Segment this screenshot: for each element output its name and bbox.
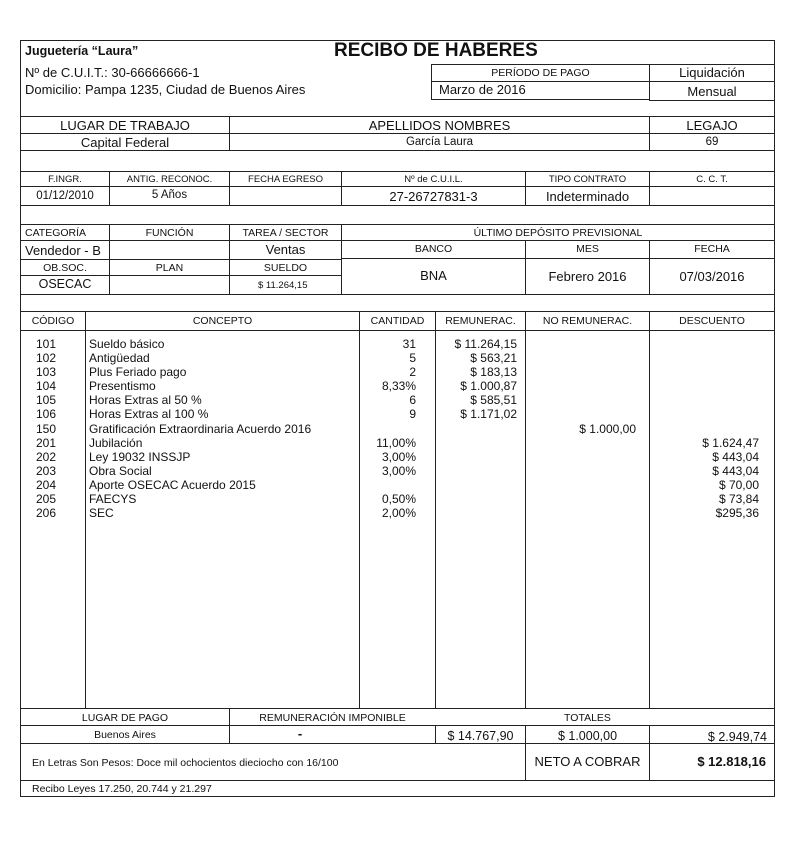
legal-note: Recibo Leyes 17.250, 20.744 y 21.297 (32, 783, 212, 795)
document-title: RECIBO DE HABERES (334, 40, 538, 61)
total-descuento: $ 2.949,74 (707, 730, 767, 744)
item-concepto: SEC (89, 506, 114, 521)
item-concepto: Aporte OSECAC Acuerdo 2015 (89, 477, 256, 492)
item-concepto: Horas Extras al 50 % (89, 393, 202, 408)
banco-value: BNA (420, 268, 447, 283)
item-cantidad: 2,00% (381, 506, 416, 521)
descuento-column (650, 337, 759, 520)
totales-label: TOTALES (564, 712, 611, 724)
item-remunerac (436, 436, 517, 450)
liquidacion-label: Liquidación (679, 65, 745, 80)
item-cantidad: 0,50% (381, 492, 416, 507)
item-codigo: 203 (36, 463, 57, 478)
item-descuento (650, 337, 759, 351)
item-descuento: $ 73,84 (718, 492, 759, 507)
cuil-label: Nº de C.U.I.L. (404, 174, 463, 185)
item-no-remunerac (526, 450, 636, 464)
total-remunerac: $ 14.767,90 (447, 729, 514, 743)
item-no-remunerac (526, 337, 636, 351)
item-descuento (650, 422, 759, 436)
item-concepto: Obra Social (89, 463, 152, 478)
company-cuit: Nº de C.U.I.T.: 30-66666666-1 (25, 65, 200, 80)
tarea-label: TAREA / SECTOR (242, 227, 329, 239)
item-no-remunerac (526, 492, 636, 506)
item-descuento: $295,36 (715, 506, 759, 521)
item-codigo: 150 (36, 421, 57, 436)
remunerac-column (436, 337, 517, 520)
item-cantidad: 6 (409, 393, 416, 408)
total-no-remunerac: $ 1.000,00 (557, 729, 618, 743)
antig-label: ANTIG. RECONOC. (126, 174, 213, 185)
imponible-value: - (297, 726, 303, 741)
item-descuento (650, 379, 759, 393)
item-no-remunerac: $ 1.000,00 (579, 421, 636, 436)
item-cantidad: 3,00% (381, 449, 416, 464)
col-header-concepto: CONCEPTO (192, 315, 253, 327)
item-no-remunerac (526, 436, 636, 450)
item-codigo: 102 (36, 351, 57, 366)
item-cantidad: 3,00% (381, 463, 416, 478)
item-concepto: Plus Feriado pago (89, 365, 187, 380)
item-codigo: 204 (36, 477, 57, 492)
item-remunerac (436, 492, 517, 506)
item-no-remunerac (526, 365, 636, 379)
item-concepto: Sueldo básico (89, 337, 165, 351)
mes-value: Febrero 2016 (548, 269, 627, 284)
item-remunerac: $ 585,51 (470, 393, 517, 408)
fecha-label: FECHA (694, 243, 730, 255)
workplace-label: LUGAR DE TRABAJO (60, 118, 190, 133)
col-header-codigo: CÓDIGO (31, 315, 75, 327)
item-descuento: $ 443,04 (712, 463, 759, 478)
item-remunerac (436, 450, 517, 464)
lugar-pago-label: LUGAR DE PAGO (81, 712, 169, 724)
item-cantidad: 5 (409, 351, 416, 366)
item-codigo: 206 (36, 506, 57, 521)
legajo-value: 69 (705, 136, 719, 148)
employee-name: García Laura (405, 136, 474, 148)
plan-label: PLAN (155, 262, 184, 274)
item-remunerac: $ 1.000,87 (460, 379, 517, 394)
legajo-label: LEGAJO (686, 118, 738, 133)
categoria-label: CATEGORÍA (25, 227, 87, 239)
item-descuento (650, 407, 759, 421)
item-no-remunerac (526, 506, 636, 520)
item-cantidad: 31 (402, 337, 416, 351)
item-cantidad (360, 422, 416, 436)
period-value: Marzo de 2016 (439, 82, 526, 97)
item-remunerac: $ 563,21 (470, 351, 517, 366)
item-concepto: Antigüedad (89, 351, 150, 366)
item-descuento: $ 1.624,47 (702, 435, 759, 450)
item-descuento (650, 351, 759, 365)
fingr-label: F.INGR. (48, 174, 82, 185)
item-concepto: Gratificación Extraordinaria Acuerdo 2016 (89, 421, 312, 436)
obsoc-value: OSECAC (38, 277, 92, 291)
item-remunerac (436, 464, 517, 478)
item-cantidad: 8,33% (381, 379, 416, 394)
item-remunerac (436, 506, 517, 520)
employee-name-label: APELLIDOS NOMBRES (368, 118, 511, 133)
cuil-value: 27-26727831-3 (389, 189, 478, 204)
egreso-label: FECHA EGRESO (248, 174, 323, 185)
contrato-value: Indeterminado (545, 189, 630, 204)
neto-label: NETO A COBRAR (534, 754, 641, 769)
lugar-pago-value: Buenos Aires (94, 729, 156, 741)
item-descuento (650, 393, 759, 407)
item-remunerac (436, 478, 517, 492)
item-codigo: 202 (36, 449, 57, 464)
item-no-remunerac (526, 351, 636, 365)
item-remunerac: $ 11.264,15 (454, 337, 517, 351)
concepto-column (89, 337, 311, 520)
contrato-label: TIPO CONTRATO (548, 174, 627, 185)
neto-value: $ 12.818,16 (697, 754, 766, 769)
item-codigo: 104 (36, 379, 57, 394)
item-remunerac: $ 1.171,02 (460, 407, 517, 422)
banco-label: BANCO (414, 243, 453, 255)
antig-value: 5 Años (151, 189, 188, 201)
item-descuento: $ 70,00 (718, 477, 759, 492)
company-name: Juguetería “Laura” (25, 44, 139, 58)
amount-in-words: En Letras Son Pesos: Doce mil ochocientos dieciocho con 16/100 (32, 757, 339, 769)
sueldo-value: $ 11.264,15 (258, 280, 308, 291)
fingr-value: 01/12/2010 (36, 190, 94, 202)
item-codigo: 101 (36, 337, 57, 351)
item-no-remunerac (526, 464, 636, 478)
no-remunerac-column (526, 337, 636, 520)
mes-label: MES (576, 243, 599, 255)
item-no-remunerac (526, 379, 636, 393)
item-cantidad: 9 (409, 407, 416, 422)
col-header-descuento: DESCUENTO (679, 315, 745, 327)
funcion-label: FUNCIÓN (145, 227, 194, 239)
item-remunerac (436, 422, 517, 436)
item-descuento (650, 365, 759, 379)
imponible-label: REMUNERACIÓN IMPONIBLE (259, 712, 406, 724)
item-concepto: Jubilación (89, 435, 143, 450)
item-cantidad: 2 (409, 365, 416, 380)
item-codigo: 106 (36, 407, 57, 422)
col-header-cantidad: CANTIDAD (370, 315, 425, 327)
col-header-no-remunerac: NO REMUNERAC. (542, 315, 633, 327)
item-concepto: Horas Extras al 100 % (89, 407, 209, 422)
categoria-value: Vendedor - B (25, 243, 101, 258)
item-no-remunerac (526, 407, 636, 421)
codigo-column (36, 337, 56, 520)
item-no-remunerac (526, 478, 636, 492)
workplace-value: Capital Federal (80, 135, 170, 150)
sueldo-label: SUELDO (263, 262, 308, 274)
item-concepto: FAECYS (89, 492, 137, 507)
tarea-value: Ventas (265, 242, 306, 257)
col-header-remunerac: REMUNERAC. (445, 315, 516, 327)
cct-label: C. C. T. (696, 174, 728, 185)
period-label: PERÍODO DE PAGO (491, 67, 590, 79)
cantidad-column (360, 337, 416, 520)
item-remunerac: $ 183,13 (470, 365, 517, 380)
item-descuento: $ 443,04 (712, 449, 759, 464)
item-cantidad (360, 478, 416, 492)
liquidacion-value: Mensual (687, 84, 737, 99)
fecha-value: 07/03/2016 (679, 269, 745, 284)
item-codigo: 103 (36, 365, 57, 380)
item-concepto: Ley 19032 INSSJP (89, 449, 191, 464)
deposito-label: ÚLTIMO DEPÓSITO PREVISIONAL (473, 227, 643, 239)
item-codigo: 205 (36, 492, 57, 507)
item-codigo: 201 (36, 435, 57, 450)
item-no-remunerac (526, 393, 636, 407)
company-address: Domicilio: Pampa 1235, Ciudad de Buenos Aires (25, 82, 306, 97)
obsoc-label: OB.SOC. (43, 262, 87, 274)
item-concepto: Presentismo (89, 379, 156, 394)
item-cantidad: 11,00% (376, 435, 416, 450)
item-codigo: 105 (36, 393, 57, 408)
